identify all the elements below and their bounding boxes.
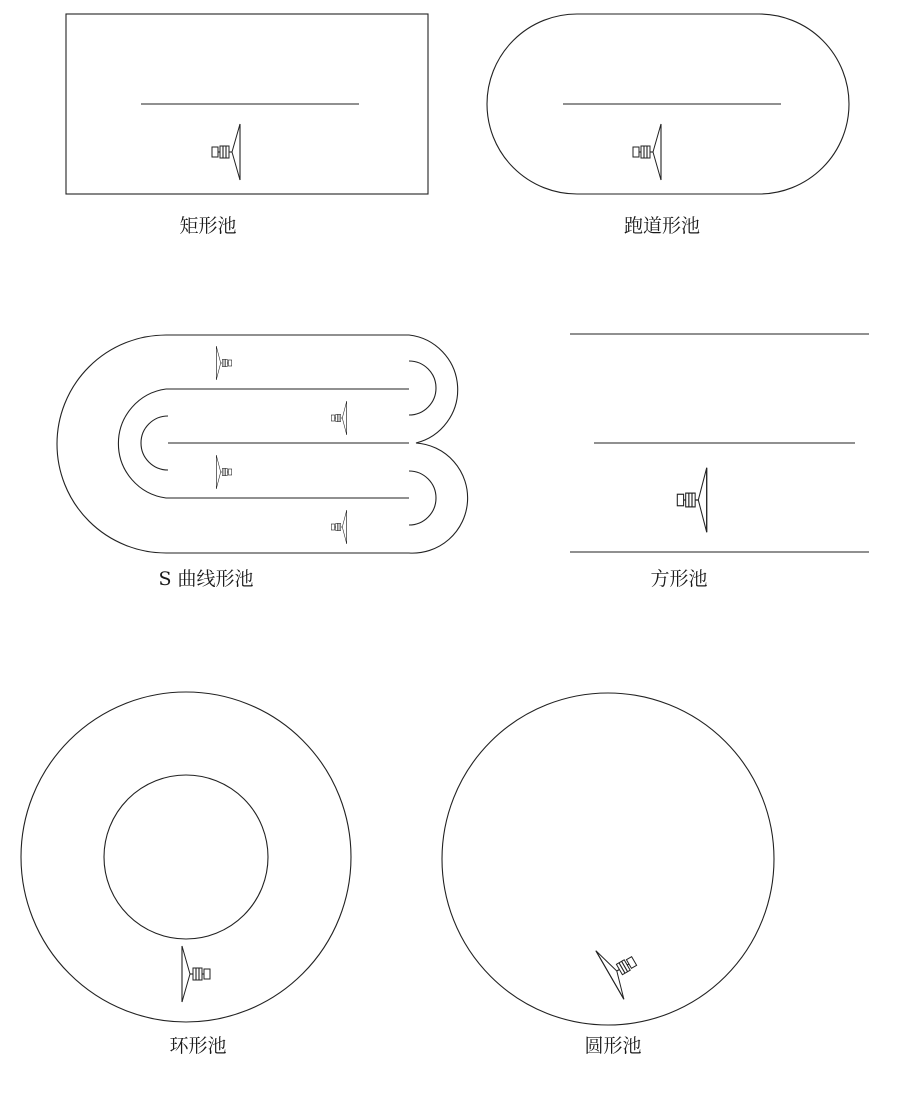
- mixer-icon: [216, 455, 231, 489]
- mixer-icon: [633, 124, 661, 180]
- ring-tank: [21, 692, 351, 1057]
- rectangular-tank-label: 矩形池: [179, 215, 237, 237]
- square-tank: [570, 334, 869, 590]
- mixer-icon: [677, 468, 706, 532]
- rectangular-tank: [66, 14, 428, 237]
- mixer-icon: [216, 346, 231, 380]
- square-tank-label: 方形池: [650, 568, 708, 590]
- racetrack-tank-label: 跑道形池: [623, 215, 701, 237]
- ring-tank-label: 环形池: [169, 1035, 227, 1057]
- mixer-icon: [212, 124, 240, 180]
- mixer-icon: [331, 510, 346, 544]
- s-curve-tank-label: S 曲线形池: [158, 568, 254, 590]
- mixer-icon: [596, 937, 648, 999]
- s-curve-tank: [57, 335, 468, 590]
- circular-tank: [442, 693, 774, 1057]
- mixer-icon: [182, 946, 210, 1002]
- mixer-icon: [331, 401, 346, 435]
- circular-tank-label: 圆形池: [584, 1035, 642, 1057]
- racetrack-tank: [487, 14, 849, 237]
